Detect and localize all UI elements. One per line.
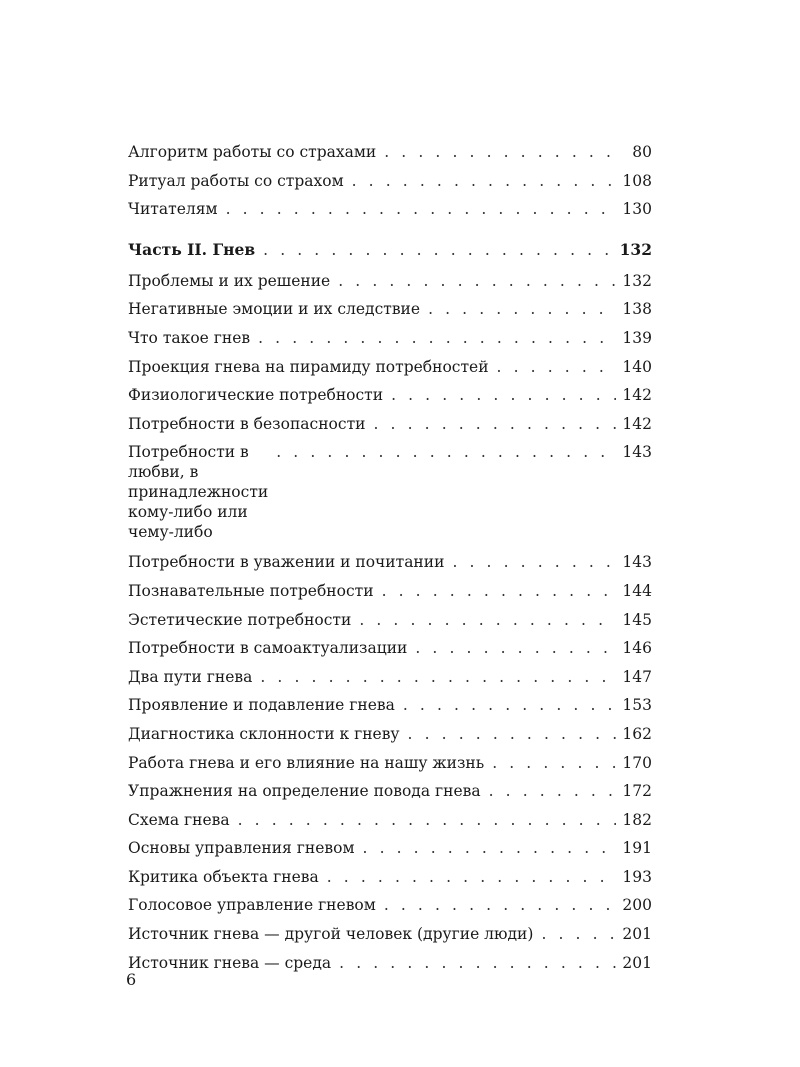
toc-leader-dots [452,552,616,572]
toc-entry [128,749,652,778]
toc-leader-dots [352,171,617,191]
toc-entry-page: 201 [622,925,652,944]
toc-entry [128,720,652,749]
toc-entry-page: 139 [622,328,652,347]
toc-entry-page: 191 [622,839,652,858]
toc-entry-page: 80 [632,143,652,161]
toc-entry-page: 143 [622,553,652,572]
toc-entry [128,777,652,806]
toc-entry [128,195,652,224]
toc-entry-title: Два пути гнева [128,667,253,686]
toc-leader-dots [238,810,617,830]
toc-entry-title: Познавательные потребности [128,581,374,600]
toc-leader-dots [382,581,617,601]
toc-entry [128,138,652,167]
toc-entry-title: Потребности в безопасности [128,414,366,433]
toc-leader-dots [489,781,617,801]
toc-entry-title: Алгоритм работы со страхами [128,143,377,161]
toc-entry-title: Читателям [128,200,218,219]
toc-entry-page: 108 [622,171,652,190]
toc-leader-dots [338,271,616,291]
toc-entry-page: 147 [622,667,652,686]
toc-leader-dots [403,695,617,715]
toc-leader-dots [363,838,617,858]
toc-entry-title: Диагностика склонности к гневу [128,724,400,743]
toc-leader-dots [391,385,616,405]
toc-entry-title: Основы управления гневом [128,839,355,858]
toc-entry-title: Ритуал работы со страхом [128,171,344,190]
toc-entry-title: Физиологические потребности [128,386,384,405]
toc-entry [128,577,652,606]
toc-entry-page: 130 [622,200,652,219]
toc-leader-dots [260,667,616,687]
toc-entry-title: Работа гнева и его влияние на нашу жизнь [128,753,485,772]
toc-entry-page: 132 [622,271,652,290]
toc-entry-title: Критика объекта гнева [128,867,319,886]
toc-entry [128,663,652,692]
toc-leader-dots [415,638,616,658]
toc-leader-dots [492,753,616,773]
toc-entry-title: Потребности в любви, в принадлежности кому-либо или чему-либо [128,443,269,542]
toc-leader-dots [276,442,616,462]
toc-entry-title: Эстетические потребности [128,610,352,629]
toc-leader-dots [541,924,616,944]
toc-entry-page: 142 [622,414,652,433]
toc-entry-page: 153 [622,696,652,715]
toc-entry [128,353,652,382]
toc-entry-title: Упражнения на определение повода гнева [128,782,481,801]
toc-entry-title: Проекция гнева на пирамиду потребностей [128,357,489,376]
toc-leader-dots [384,142,620,162]
toc-leader-dots [497,357,617,377]
toc-entry-page: 201 [622,953,652,972]
toc-leader-dots [263,240,614,260]
toc-entry [128,267,652,296]
toc-entry-page: 193 [622,867,652,886]
toc-entry-page: 138 [622,300,652,319]
toc-leader-dots [428,299,616,319]
toc-entry [128,949,652,978]
toc-entry-page: 146 [622,639,652,658]
table-of-contents [128,138,652,977]
toc-entry-title: Проблемы и их решение [128,271,331,290]
page-number: 6 [126,970,137,989]
toc-entry-page: 182 [622,810,652,829]
toc-entry [128,438,652,548]
toc-entry-page: 145 [622,610,652,629]
toc-leader-dots [384,895,617,915]
toc-entry-title: Голосовое управление гневом [128,896,376,915]
toc-entry [128,324,652,353]
toc-entry-title: Негативные эмоции и их следствие [128,300,421,319]
toc-entry-title: Потребности в уважении и почитании [128,553,445,572]
toc-entry [128,691,652,720]
toc-entry [128,834,652,863]
toc-entry [128,920,652,949]
toc-entry [128,410,652,439]
toc-entry [128,381,652,410]
toc-entry-page: 132 [619,239,652,259]
toc-leader-dots [226,199,617,219]
toc-leader-dots [258,328,616,348]
toc-entry-title: Источник гнева — среда [128,953,332,972]
toc-entry [128,806,652,835]
toc-entry [128,891,652,920]
toc-leader-dots [373,414,616,434]
toc-leader-dots [327,867,617,887]
toc-part-heading [128,236,652,267]
toc-leader-dots [408,724,617,744]
toc-entry-title: Часть II. Гнев [128,239,256,259]
toc-leader-dots [359,610,616,630]
toc-entry [128,548,652,577]
toc-entry-page: 172 [622,782,652,801]
toc-entry-title: Потребности в самоактуализации [128,639,408,658]
toc-entry-page: 200 [622,896,652,915]
toc-entry-page: 142 [622,386,652,405]
toc-entry-page: 140 [622,357,652,376]
toc-entry [128,167,652,196]
toc-entry-page: 162 [622,724,652,743]
toc-entry-title: Что такое гнев [128,328,251,347]
toc-entry-title: Источник гнева — другой человек (другие люди) [128,925,534,944]
toc-entry [128,606,652,635]
toc-entry-page: 143 [622,443,652,462]
toc-entry-title: Проявление и подавление гнева [128,696,395,715]
toc-entry-page: 144 [622,581,652,600]
toc-leader-dots [339,953,616,973]
toc-entry [128,295,652,324]
toc-entry-page: 170 [622,753,652,772]
toc-entry [128,634,652,663]
toc-entry [128,863,652,892]
toc-entry-title: Схема гнева [128,810,230,829]
